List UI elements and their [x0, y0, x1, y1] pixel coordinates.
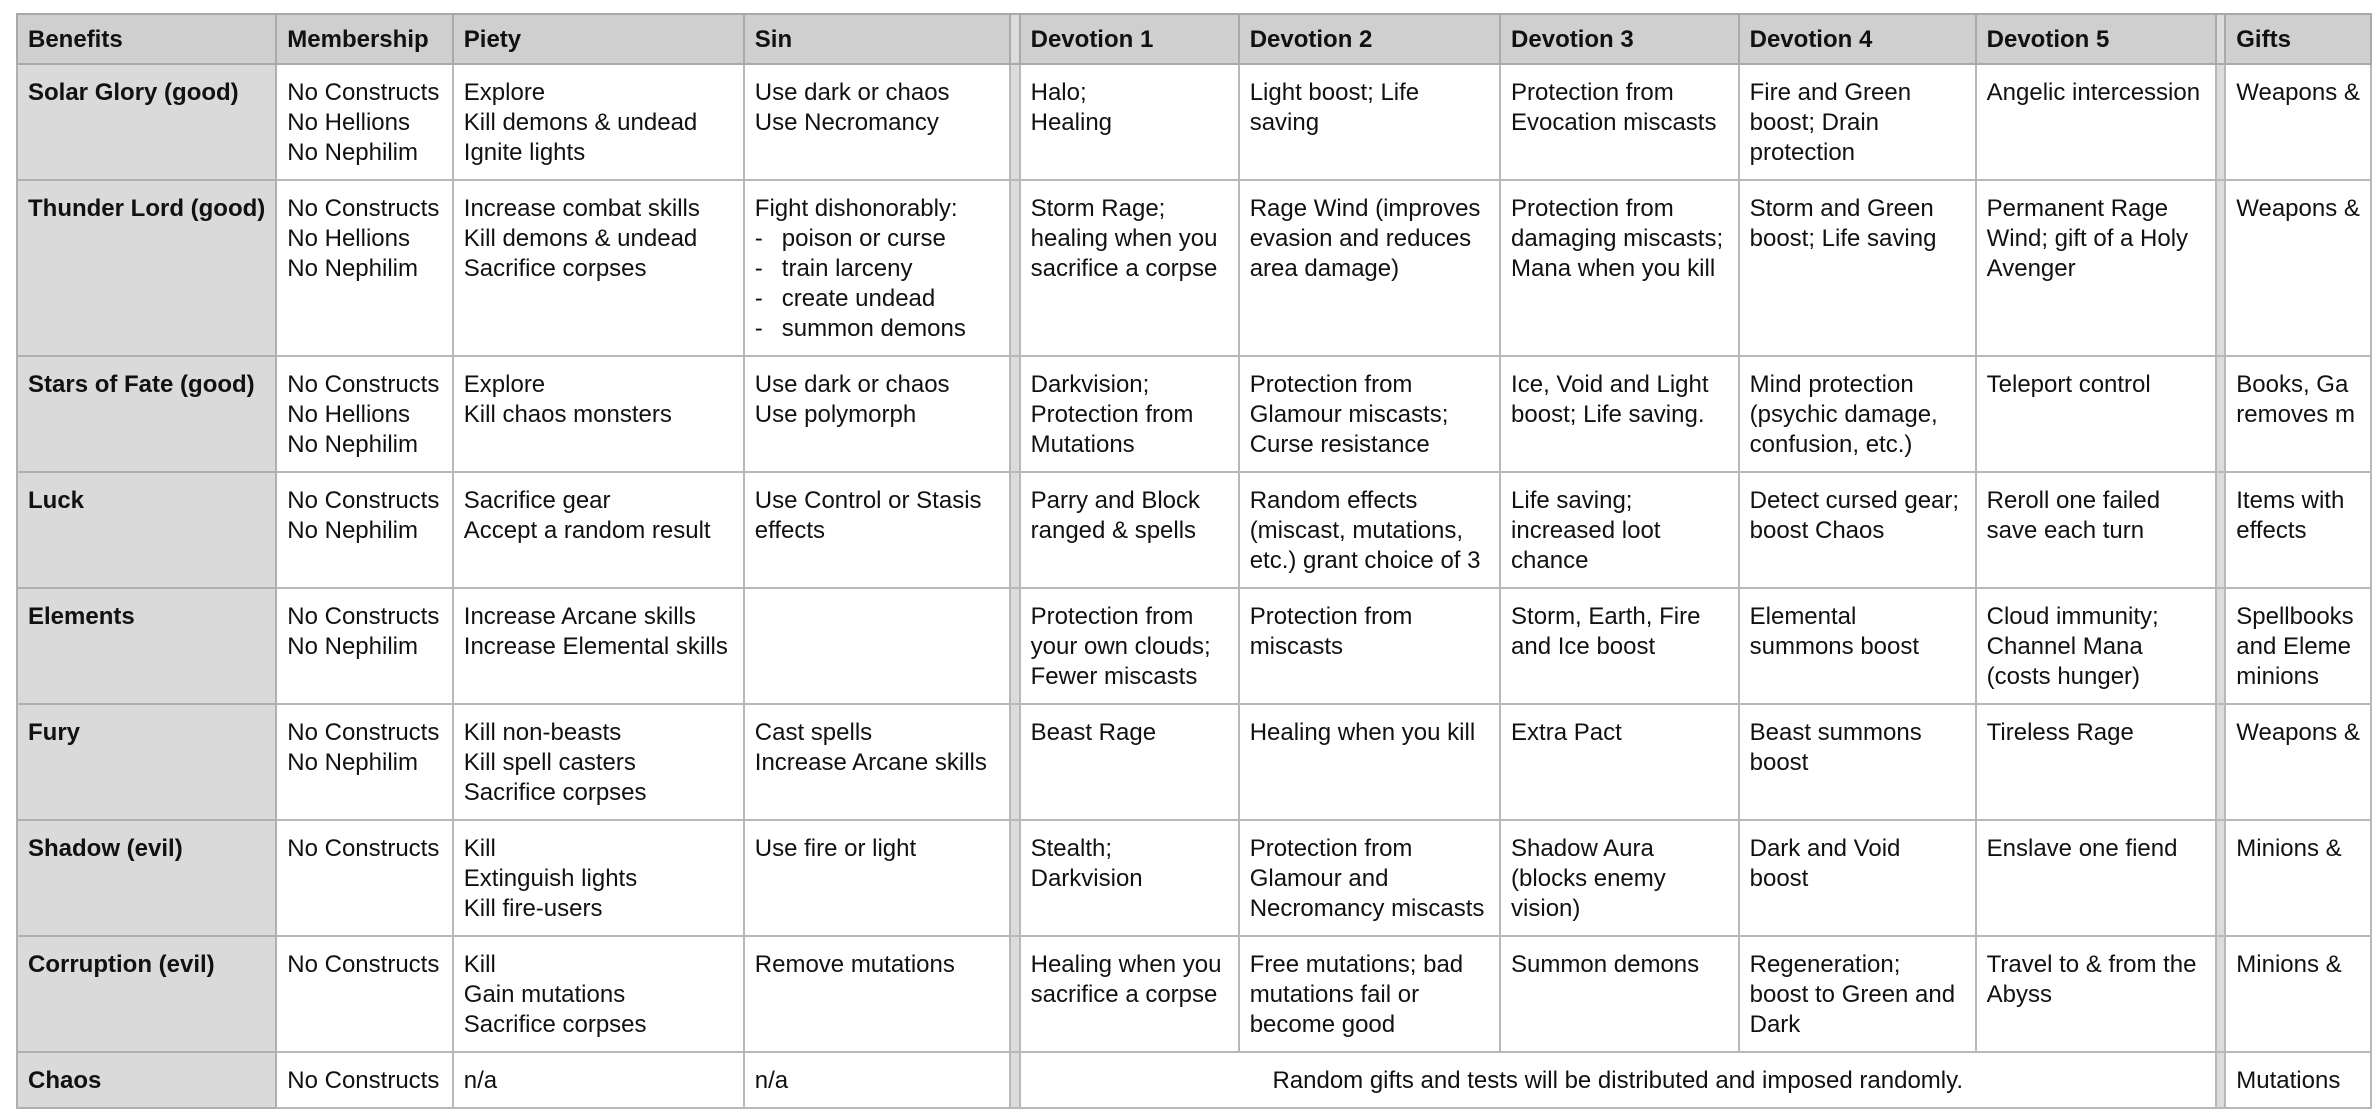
spacer-cell: [1010, 588, 1019, 704]
devotion-5-cell: [1976, 704, 2216, 820]
cell-text-line: (miscast, mutations,: [1249, 517, 1464, 544]
cell-text-line: ranged & spells: [1030, 517, 1197, 544]
row-benefit-cell: [17, 820, 276, 936]
cell-text-line: become good: [1249, 1011, 1396, 1038]
cell-text-line: Increase Arcane skills: [754, 749, 987, 776]
cell-text-line: boost: [1749, 749, 1809, 776]
cell-text-line: Mutations: [2236, 1067, 2341, 1094]
cell-text-line: Kill fire-users: [463, 895, 603, 922]
cell-text-line: Use fire or light: [754, 835, 917, 862]
spacer-cell: [2216, 64, 2225, 180]
cell-text-line: No Constructs: [287, 835, 440, 862]
cell-text-line: Free mutations; bad: [1249, 951, 1464, 978]
header-devotion-5: Devotion 5: [1976, 14, 2216, 64]
header-devotion-1: Devotion 1: [1020, 14, 1239, 64]
piety-cell: [453, 820, 744, 936]
row-benefit-cell: [17, 472, 276, 588]
cell-text-line: Light boost; Life: [1249, 79, 1420, 106]
cell-text-line: No Nephilim: [287, 431, 418, 458]
cell-text-line: Increase Elemental skills: [463, 633, 728, 660]
cell-text-line: Sacrifice corpses: [463, 1011, 647, 1038]
spacer-cell: [2216, 1052, 2225, 1108]
cell-text-line: Ice, Void and Light: [1511, 371, 1709, 398]
cell-text-line: boost: [1749, 865, 1809, 892]
spacer-cell: [2216, 820, 2225, 936]
cell-text-line: Cloud immunity;: [1986, 603, 2159, 630]
row-benefit-cell: [17, 356, 276, 472]
cell-text-line: minions: [2236, 663, 2319, 690]
cell-text-line: Explore: [463, 79, 546, 106]
cell-text-line: n/a: [463, 1067, 498, 1094]
cell-text-line: Gain mutations: [463, 981, 626, 1008]
cell-text-line: Increase Arcane skills: [463, 603, 696, 630]
cell-text-line: effects: [754, 517, 826, 544]
cell-text-line: Protection from: [1030, 401, 1194, 428]
devotion-1-cell: [1020, 936, 1239, 1052]
cell-text-line: No Hellions: [287, 109, 410, 136]
gifts-cell: [2225, 180, 2371, 356]
membership-cell: [276, 180, 453, 356]
cell-text-line: summons boost: [1749, 633, 1920, 660]
cell-text-line: Use Necromancy: [754, 109, 939, 136]
cell-text-line: Increase combat skills: [463, 195, 700, 222]
gifts-cell: [2225, 472, 2371, 588]
devotion-2-cell: [1239, 588, 1500, 704]
cell-text-line: Evocation miscasts: [1511, 109, 1717, 136]
sin-cell: [744, 936, 1010, 1052]
cell-text-line: (costs hunger): [1986, 663, 2141, 690]
table-body: [17, 64, 2371, 1108]
cell-text-line: chance: [1511, 547, 1589, 574]
cell-text-line: Elements: [28, 603, 135, 630]
devotion-1-cell: [1020, 180, 1239, 356]
cell-text-line: miscasts: [1249, 633, 1344, 660]
cell-text-line: Kill: [463, 951, 496, 978]
cell-text-line: Mind protection: [1749, 371, 1914, 398]
cell-text-line: Dark: [1749, 1011, 1801, 1038]
cell-text-line: Darkvision;: [1030, 371, 1150, 398]
cell-text-line: Glamour miscasts;: [1249, 401, 1449, 428]
cell-text-line: Abyss: [1986, 981, 2052, 1008]
row-benefit-cell: [17, 1052, 276, 1108]
cell-text-line: Protection from: [1249, 603, 1413, 630]
sin-cell: [744, 356, 1010, 472]
cell-text-line: Travel to & from the: [1986, 951, 2197, 978]
cell-text-line: Protection from: [1030, 603, 1194, 630]
devotion-3-cell: [1500, 64, 1739, 180]
cell-text-line: Weapons &: [2236, 79, 2360, 106]
spacer-cell: [1010, 820, 1019, 936]
cell-text-line: Use Control or Stasis: [754, 487, 982, 514]
devotion-merged-cell: [1020, 1052, 2216, 1108]
table-row: [17, 472, 2371, 588]
spacer-cell: [1010, 180, 1019, 356]
cell-text-line: Halo;: [1030, 79, 1087, 106]
membership-cell: [276, 936, 453, 1052]
cell-text-line: Stars of Fate (good): [28, 371, 255, 398]
devotion-4-cell: [1739, 588, 1976, 704]
cell-text-line: No Constructs: [287, 195, 440, 222]
membership-cell: [276, 472, 453, 588]
gifts-cell: [2225, 820, 2371, 936]
spacer-cell: [1010, 356, 1019, 472]
devotion-1-cell: [1020, 820, 1239, 936]
table-row: [17, 820, 2371, 936]
cell-text-line: Books, Ga: [2236, 371, 2349, 398]
cell-text-line: Kill demons & undead: [463, 109, 698, 136]
table-row: [17, 64, 2371, 180]
cell-text-line: No Constructs: [287, 79, 440, 106]
cell-text-line: vision): [1511, 895, 1581, 922]
table-row: [17, 588, 2371, 704]
cell-text-line: Kill non-beasts: [463, 719, 622, 746]
sin-cell: [744, 704, 1010, 820]
cell-text-line: No Nephilim: [287, 255, 418, 282]
spacer-cell: [2216, 936, 2225, 1052]
cell-text-line: Protection from: [1249, 835, 1413, 862]
devotion-3-cell: [1500, 936, 1739, 1052]
cell-text-line: Chaos: [28, 1067, 102, 1094]
cell-text-line: Necromancy miscasts: [1249, 895, 1485, 922]
devotion-3-cell: [1500, 588, 1739, 704]
cell-text-line: Ignite lights: [463, 139, 586, 166]
cell-text-line: Weapons &: [2236, 719, 2360, 746]
piety-cell: [453, 1052, 744, 1108]
spacer-cell: [2216, 356, 2225, 472]
cell-text-line: Teleport control: [1986, 371, 2151, 398]
spacer-cell: [1010, 936, 1019, 1052]
devotion-5-cell: [1976, 180, 2216, 356]
cell-text-line: No Hellions: [287, 401, 410, 428]
devotion-4-cell: [1739, 704, 1976, 820]
cell-text-line: protection: [1749, 139, 1856, 166]
cell-text-line: Healing when you kill: [1249, 719, 1476, 746]
cell-text-line: Minions &: [2236, 835, 2342, 862]
sin-list-item: - summon demons: [755, 314, 999, 344]
header-devotion-3: Devotion 3: [1500, 14, 1739, 64]
cell-text-line: Minions &: [2236, 951, 2342, 978]
spacer-cell: [1010, 704, 1019, 820]
cell-text-line: Channel Mana: [1986, 633, 2143, 660]
devotion-1-cell: [1020, 64, 1239, 180]
sin-cell: [744, 1052, 1010, 1108]
cell-text-line: Elemental: [1749, 603, 1857, 630]
cell-text-line: Summon demons: [1511, 951, 1700, 978]
devotion-5-cell: [1976, 472, 2216, 588]
cell-text-line: Remove mutations: [754, 951, 955, 978]
piety-cell: [453, 64, 744, 180]
table-row: [17, 180, 2371, 356]
cell-text-line: Permanent Rage: [1986, 195, 2169, 222]
membership-cell: [276, 1052, 453, 1108]
cell-text-line: Random effects: [1249, 487, 1418, 514]
devotion-5-cell: [1976, 64, 2216, 180]
cell-text-line: Avenger: [1986, 255, 2076, 282]
cell-text-line: Protection from: [1511, 79, 1674, 106]
cell-text-line: Solar Glory (good): [28, 79, 239, 106]
cell-text-line: Dark and Void: [1749, 835, 1901, 862]
cell-text-line: No Constructs: [287, 951, 440, 978]
devotion-5-cell: [1976, 820, 2216, 936]
membership-cell: [276, 356, 453, 472]
cell-text-line: Thunder Lord (good): [28, 195, 266, 222]
cell-text-line: confusion, etc.): [1749, 431, 1913, 458]
membership-cell: [276, 588, 453, 704]
gifts-cell: [2225, 1052, 2371, 1108]
cell-text-line: boost Chaos: [1749, 517, 1885, 544]
devotion-1-cell: [1020, 588, 1239, 704]
cell-text-line: Angelic intercession: [1986, 79, 2201, 106]
sin-list-item: - poison or curse: [755, 224, 999, 254]
cell-text-line: damaging miscasts;: [1511, 225, 1724, 252]
membership-cell: [276, 64, 453, 180]
cell-text-line: Shadow (evil): [28, 835, 183, 862]
piety-cell: [453, 180, 744, 356]
cell-text-line: Healing when you: [1030, 951, 1222, 978]
benefits-table: [16, 13, 2372, 1109]
cell-text-line: No Constructs: [287, 603, 440, 630]
devotion-2-cell: [1239, 472, 1500, 588]
header-spacer: [2216, 14, 2225, 64]
cell-text-line: Explore: [463, 371, 546, 398]
header-membership: Membership: [276, 14, 453, 64]
header-sin: Sin: [744, 14, 1010, 64]
cell-text-line: healing when you: [1030, 225, 1218, 252]
cell-text-line: and Ice boost: [1511, 633, 1656, 660]
devotion-1-cell: [1020, 356, 1239, 472]
devotion-2-cell: [1239, 704, 1500, 820]
cell-text-line: Use polymorph: [754, 401, 917, 428]
cell-text-line: Kill spell casters: [463, 749, 636, 776]
cell-text-line: Random gifts and tests will be distributed and imposed randomly.: [1272, 1067, 1964, 1094]
devotion-5-cell: [1976, 356, 2216, 472]
table-row: [17, 1052, 2371, 1108]
devotion-1-cell: [1020, 472, 1239, 588]
cell-text-line: Extinguish lights: [463, 865, 638, 892]
header-benefits: Benefits: [17, 14, 276, 64]
cell-text-line: Storm, Earth, Fire: [1511, 603, 1701, 630]
cell-text-line: Extra Pact: [1511, 719, 1622, 746]
table-row: [17, 936, 2371, 1052]
cell-text-line: Kill demons & undead: [463, 225, 698, 252]
devotion-5-cell: [1976, 936, 2216, 1052]
devotion-2-cell: [1239, 936, 1500, 1052]
devotion-4-cell: [1739, 820, 1976, 936]
sin-cell: [744, 180, 1010, 356]
cell-text-line: Shadow Aura: [1511, 835, 1654, 862]
cell-text-line: Sacrifice gear: [463, 487, 611, 514]
piety-cell: [453, 588, 744, 704]
cell-text-line: No Constructs: [287, 371, 440, 398]
cell-text-line: removes m: [2236, 401, 2355, 428]
sin-cell: [744, 820, 1010, 936]
piety-cell: [453, 936, 744, 1052]
cell-text-line: n/a: [754, 1067, 789, 1094]
cell-text-line: Corruption (evil): [28, 951, 215, 978]
devotion-4-cell: [1739, 180, 1976, 356]
row-benefit-cell: [17, 180, 276, 356]
cell-text-line: Luck: [28, 487, 85, 514]
devotion-4-cell: [1739, 472, 1976, 588]
devotion-4-cell: [1739, 936, 1976, 1052]
cell-text-line: sacrifice a corpse: [1030, 981, 1218, 1008]
row-benefit-cell: [17, 936, 276, 1052]
cell-text-line: area damage): [1249, 255, 1400, 282]
membership-cell: [276, 820, 453, 936]
devotion-3-cell: [1500, 356, 1739, 472]
cell-text-line: boost; Life saving.: [1511, 401, 1705, 428]
sin-cell: [744, 472, 1010, 588]
cell-text-line: save each turn: [1986, 517, 2145, 544]
cell-text-line: Fewer miscasts: [1030, 663, 1198, 690]
header-piety: Piety: [453, 14, 744, 64]
piety-cell: [453, 704, 744, 820]
cell-text-line: Protection from: [1511, 195, 1674, 222]
cell-text-line: Sacrifice corpses: [463, 779, 647, 806]
cell-text-line: Rage Wind (improves: [1249, 195, 1481, 222]
cell-text-line: Beast summons: [1749, 719, 1922, 746]
header-devotion-2: Devotion 2: [1239, 14, 1500, 64]
cell-text-line: Weapons &: [2236, 195, 2360, 222]
gifts-cell: [2225, 588, 2371, 704]
cell-text-line: No Nephilim: [287, 749, 418, 776]
cell-text-line: Regeneration;: [1749, 951, 1901, 978]
cell-text-line: evasion and reduces: [1249, 225, 1472, 252]
cell-text-line: mutations fail or: [1249, 981, 1420, 1008]
cell-text-line: Use dark or chaos: [754, 79, 950, 106]
cell-text-line: Mutations: [1030, 431, 1135, 458]
cell-text-line: effects: [2236, 517, 2307, 544]
cell-text-line: Darkvision: [1030, 865, 1143, 892]
cell-text-line: increased loot: [1511, 517, 1661, 544]
cell-text-line: Curse resistance: [1249, 431, 1430, 458]
cell-text-line: No Nephilim: [287, 633, 418, 660]
cell-text-line: Spellbooks: [2236, 603, 2354, 630]
cell-text-line: Storm Rage;: [1030, 195, 1166, 222]
row-benefit-cell: [17, 64, 276, 180]
cell-text-line: boost; Drain: [1749, 109, 1880, 136]
cell-text-line: Storm and Green: [1749, 195, 1934, 222]
cell-text-line: boost; Life saving: [1749, 225, 1937, 252]
devotion-2-cell: [1239, 180, 1500, 356]
spacer-cell: [2216, 472, 2225, 588]
cell-text-line: Kill chaos monsters: [463, 401, 672, 428]
cell-text-line: Use dark or chaos: [754, 371, 950, 398]
cell-text-line: Healing: [1030, 109, 1113, 136]
gifts-cell: [2225, 64, 2371, 180]
devotion-2-cell: [1239, 64, 1500, 180]
cell-text-line: boost to Green and: [1749, 981, 1956, 1008]
cell-text-line: Fire and Green: [1749, 79, 1912, 106]
cell-text-line: Stealth;: [1030, 835, 1113, 862]
gifts-cell: [2225, 704, 2371, 820]
devotion-3-cell: [1500, 704, 1739, 820]
header-row: [17, 14, 2371, 64]
spacer-cell: [1010, 1052, 1019, 1108]
gifts-cell: [2225, 936, 2371, 1052]
cell-text-line: Wind; gift of a Holy: [1986, 225, 2189, 252]
devotion-4-cell: [1739, 356, 1976, 472]
cell-text-line: No Constructs: [287, 1067, 440, 1094]
membership-cell: [276, 704, 453, 820]
header-spacer: [1010, 14, 1019, 64]
piety-cell: [453, 356, 744, 472]
cell-text-line: Fight dishonorably:: [754, 195, 958, 222]
sin-cell: [744, 588, 1010, 704]
devotion-2-cell: [1239, 820, 1500, 936]
row-benefit-cell: [17, 588, 276, 704]
row-benefit-cell: [17, 704, 276, 820]
spacer-cell: [2216, 588, 2225, 704]
cell-text-line: your own clouds;: [1030, 633, 1211, 660]
cell-text-line: Protection from: [1249, 371, 1413, 398]
spacer-cell: [1010, 472, 1019, 588]
cell-text-line: Parry and Block: [1030, 487, 1201, 514]
cell-text-line: and Eleme: [2236, 633, 2352, 660]
devotion-2-cell: [1239, 356, 1500, 472]
piety-cell: [453, 472, 744, 588]
cell-text-line: Items with: [2236, 487, 2345, 514]
cell-text-line: Beast Rage: [1030, 719, 1157, 746]
devotion-3-cell: [1500, 820, 1739, 936]
cell-text-line: Tireless Rage: [1986, 719, 2134, 746]
devotion-3-cell: [1500, 472, 1739, 588]
spacer-cell: [1010, 64, 1019, 180]
cell-text-line: Detect cursed gear;: [1749, 487, 1960, 514]
devotion-3-cell: [1500, 180, 1739, 356]
devotion-1-cell: [1020, 704, 1239, 820]
sin-cell: [744, 64, 1010, 180]
cell-text-line: Reroll one failed: [1986, 487, 2161, 514]
cell-text-line: No Constructs: [287, 719, 440, 746]
cell-text-line: Cast spells: [754, 719, 873, 746]
header-devotion-4: Devotion 4: [1739, 14, 1976, 64]
cell-text-line: Sacrifice corpses: [463, 255, 647, 282]
cell-text-line: sacrifice a corpse: [1030, 255, 1218, 282]
cell-text-line: No Nephilim: [287, 139, 418, 166]
sin-list-item: - train larceny: [755, 254, 999, 284]
cell-text-line: Mana when you kill: [1511, 255, 1716, 282]
table-row: [17, 704, 2371, 820]
cell-text-line: No Nephilim: [287, 517, 418, 544]
cell-text-line: etc.) grant choice of 3: [1249, 547, 1481, 574]
cell-text-line: No Constructs: [287, 487, 440, 514]
cell-text-line: Enslave one fiend: [1986, 835, 2178, 862]
cell-text-line: No Hellions: [287, 225, 410, 252]
cell-text-line: saving: [1249, 109, 1320, 136]
table-row: [17, 356, 2371, 472]
header-gifts: Gifts: [2225, 14, 2371, 64]
cell-text-line: Life saving;: [1511, 487, 1633, 514]
devotion-5-cell: [1976, 588, 2216, 704]
devotion-4-cell: [1739, 64, 1976, 180]
cell-text-line: (psychic damage,: [1749, 401, 1938, 428]
cell-text-line: (blocks enemy: [1511, 865, 1666, 892]
sin-list-item: - create undead: [755, 284, 999, 314]
cell-text-line: Glamour and: [1249, 865, 1389, 892]
spacer-cell: [2216, 180, 2225, 356]
spacer-cell: [2216, 704, 2225, 820]
cell-text-line: Accept a random result: [463, 517, 711, 544]
cell-text-line: Kill: [463, 835, 496, 862]
cell-text-line: Fury: [28, 719, 81, 746]
gifts-cell: [2225, 356, 2371, 472]
